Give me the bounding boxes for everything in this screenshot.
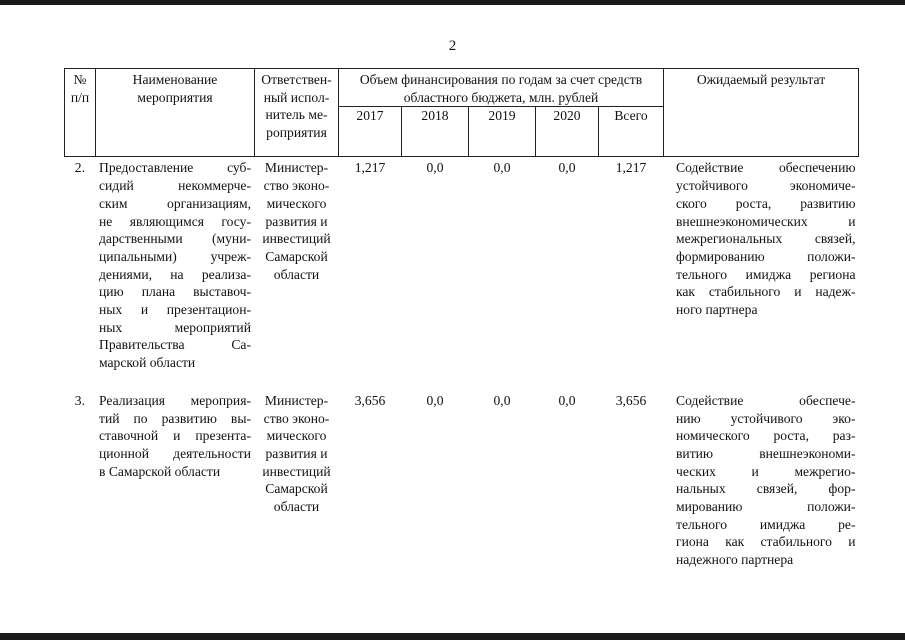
- value-2019: 0,0: [493, 160, 511, 176]
- value-2018: 0,0: [426, 392, 444, 408]
- event-name: Реализация мероприя- тий по развитию вы- ставочной и презента- ционной деятельности в Самарской области: [99, 392, 251, 479]
- table-row: [65, 157, 859, 372]
- row-number: 2.: [74, 160, 85, 176]
- header-financing: Объем финансирования по годам за счет средств областного бюджета, млн. рублей: [339, 69, 664, 107]
- value-2017: 3,656: [354, 392, 386, 408]
- expected-result: Содействие обеспече- нию устойчивого эко- номического роста, раз- витию внешнеэкономи- ческих и межрегио- нальных связей, фор- мированию положи- тельного имиджа ре- гиона как стабильного и надежного партнера: [676, 392, 856, 568]
- header-year-2017: 2017: [339, 107, 402, 157]
- row-number: 3.: [74, 392, 85, 408]
- page-number: 2: [448, 38, 457, 54]
- value-2019: 0,0: [493, 392, 511, 408]
- value-2020: 0,0: [558, 160, 576, 176]
- header-num: № п/п: [65, 69, 96, 157]
- responsible-executor: Министер- ство эконо- мического развития и инвестиций Самарской области: [262, 160, 331, 282]
- header-responsible: Ответствен- ный испол- нитель ме- роприятия: [255, 69, 339, 157]
- value-total: 3,656: [615, 392, 647, 408]
- events-table: [64, 68, 859, 569]
- header-row: [65, 69, 859, 107]
- expected-result: Содействие обеспечению устойчивого экономиче- ского роста, развитию внешнеэкономических и межрегиональных связей, формированию положи- тельного имиджа региона как стабильного и надеж- ного партнера: [676, 160, 856, 318]
- header-year-2020: 2020: [536, 107, 599, 157]
- top-border: [0, 0, 905, 5]
- value-2018: 0,0: [426, 160, 444, 176]
- header-year-2018: 2018: [402, 107, 469, 157]
- table-row: [65, 372, 859, 569]
- header-name: Наименование мероприятия: [96, 69, 255, 157]
- responsible-executor: Министер- ство эконо- мического развития и инвестиций Самарской области: [262, 392, 331, 515]
- value-2017: 1,217: [354, 160, 386, 176]
- value-total: 1,217: [615, 160, 647, 176]
- bottom-border: [0, 633, 905, 640]
- event-name: Предоставление суб- сидий некоммерче- ским организациям, не являющимся госу- дарственными (муни- ципальными) учреж- дениями, на реализа- цию плана выставоч- ных и презентацион- ных мероприятий Правительства Са- марской области: [99, 160, 251, 371]
- header-year-2019: 2019: [469, 107, 536, 157]
- value-2020: 0,0: [558, 392, 576, 408]
- header-total: Всего: [599, 107, 664, 157]
- header-result: Ожидаемый результат: [664, 69, 859, 157]
